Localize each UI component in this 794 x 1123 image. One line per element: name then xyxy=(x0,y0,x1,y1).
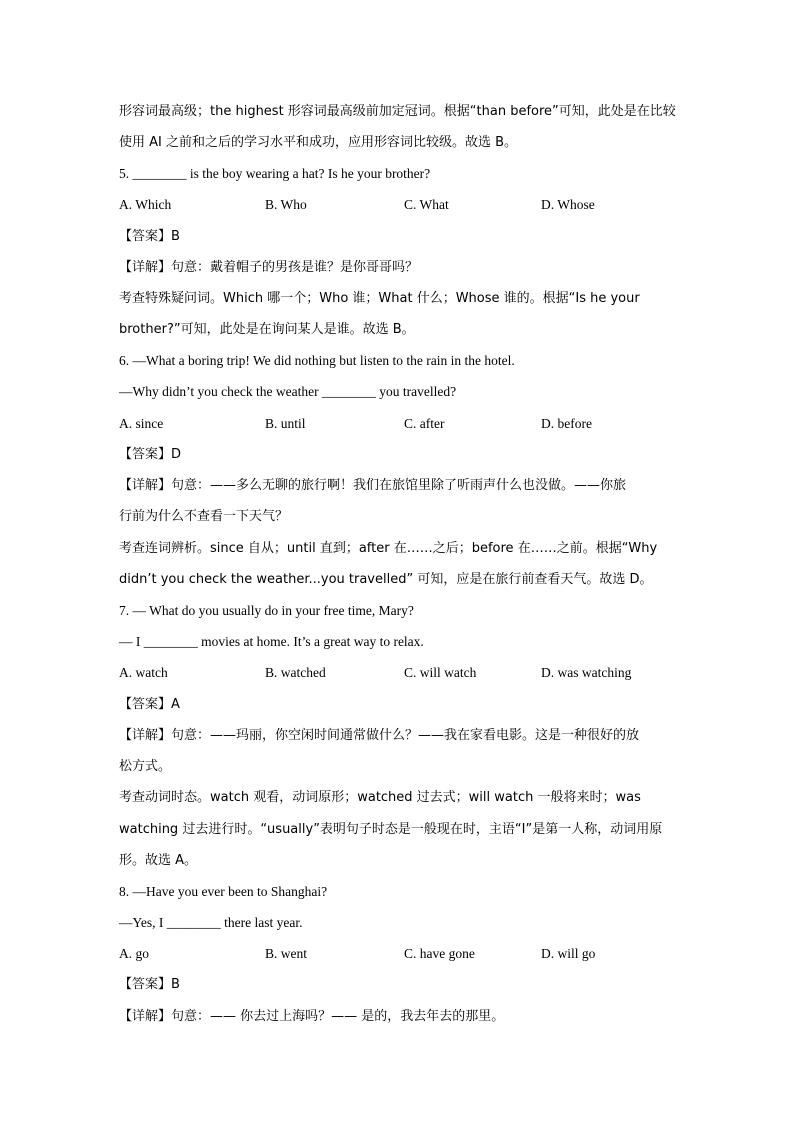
detail-line: watching 过去进行时。“usually”表明句子时态是一般现在时，主语“I”是第一人称，动词用原 xyxy=(119,822,663,837)
explanation-line: 形容词最高级；the highest 形容词最高级前加定冠词。根据“than before”可知，此处是在比较 xyxy=(119,104,676,119)
answer-label: 【答案】D xyxy=(119,447,182,462)
option-c: C. have gone xyxy=(404,946,475,961)
option-b: B. until xyxy=(265,416,306,431)
option-c: C. will watch xyxy=(404,665,477,680)
question-stem: 6. —What a boring trip! We did nothing but listen to the rain in the hotel. xyxy=(119,353,515,368)
detail-line: 考查动词时态。watch 观看，动词原形；watched 过去式；will watch 一般将来时；was xyxy=(119,790,641,805)
detail-line: 形。故选 A。 xyxy=(119,853,198,868)
option-b: B. went xyxy=(265,946,307,961)
question-stem: 7. — What do you usually do in your free time, Mary? xyxy=(119,603,414,618)
options-row xyxy=(119,416,679,432)
option-c: C. after xyxy=(404,416,445,431)
answer-label: 【答案】A xyxy=(119,697,180,712)
detail-line: didn’t you check the weather...you travelled” 可知，应是在旅行前查看天气。故选 D。 xyxy=(119,572,653,587)
option-a: A. go xyxy=(119,946,149,961)
option-a: A. Which xyxy=(119,197,172,212)
answer-label: 【答案】B xyxy=(119,229,180,244)
option-a: A. watch xyxy=(119,665,168,680)
detail-line: brother?”可知，此处是在询问某人是谁。故选 B。 xyxy=(119,322,415,337)
option-d: D. before xyxy=(541,416,592,431)
question-stem: —Yes, I ________ there last year. xyxy=(119,915,303,930)
question-stem: 5. ________ is the boy wearing a hat? Is he your brother? xyxy=(119,166,431,181)
options-row xyxy=(119,665,679,681)
detail-line: 【详解】句意：—— 你去过上海吗？—— 是的，我去年去的那里。 xyxy=(119,1009,505,1024)
detail-line: 【详解】句意：戴着帽子的男孩是谁？是你哥哥吗？ xyxy=(119,260,419,275)
detail-line: 考查连词辨析。since 自从；until 直到；after 在……之后；before 在……之前。根据“Why xyxy=(119,541,658,556)
answer-label: 【答案】B xyxy=(119,977,180,992)
detail-line: 考查特殊疑问词。Which 哪一个；Who 谁；What 什么；Whose 谁的。根据“Is he your xyxy=(119,291,640,306)
options-row xyxy=(119,946,679,962)
options-row xyxy=(119,197,679,213)
detail-line: 【详解】句意：——玛丽，你空闲时间通常做什么？——我在家看电影。这是一种很好的放 xyxy=(119,728,640,743)
option-d: D. will go xyxy=(541,946,596,961)
option-c: C. What xyxy=(404,197,449,212)
question-stem: — I ________ movies at home. It’s a great way to relax. xyxy=(119,634,424,649)
detail-line: 松方式。 xyxy=(119,759,172,774)
detail-line: 行前为什么不查看一下天气？ xyxy=(119,509,289,524)
option-a: A. since xyxy=(119,416,164,431)
detail-line: 【详解】句意：——多么无聊的旅行啊！我们在旅馆里除了听雨声什么也没做。——你旅 xyxy=(119,478,627,493)
question-stem: 8. —Have you ever been to Shanghai? xyxy=(119,884,328,899)
option-d: D. Whose xyxy=(541,197,595,212)
question-stem: —Why didn’t you check the weather ________ you travelled? xyxy=(119,384,457,399)
explanation-line: 使用 AI 之前和之后的学习水平和成功，应用形容词比较级。故选 B。 xyxy=(119,135,518,150)
option-b: B. watched xyxy=(265,665,326,680)
option-d: D. was watching xyxy=(541,665,632,680)
option-b: B. Who xyxy=(265,197,307,212)
